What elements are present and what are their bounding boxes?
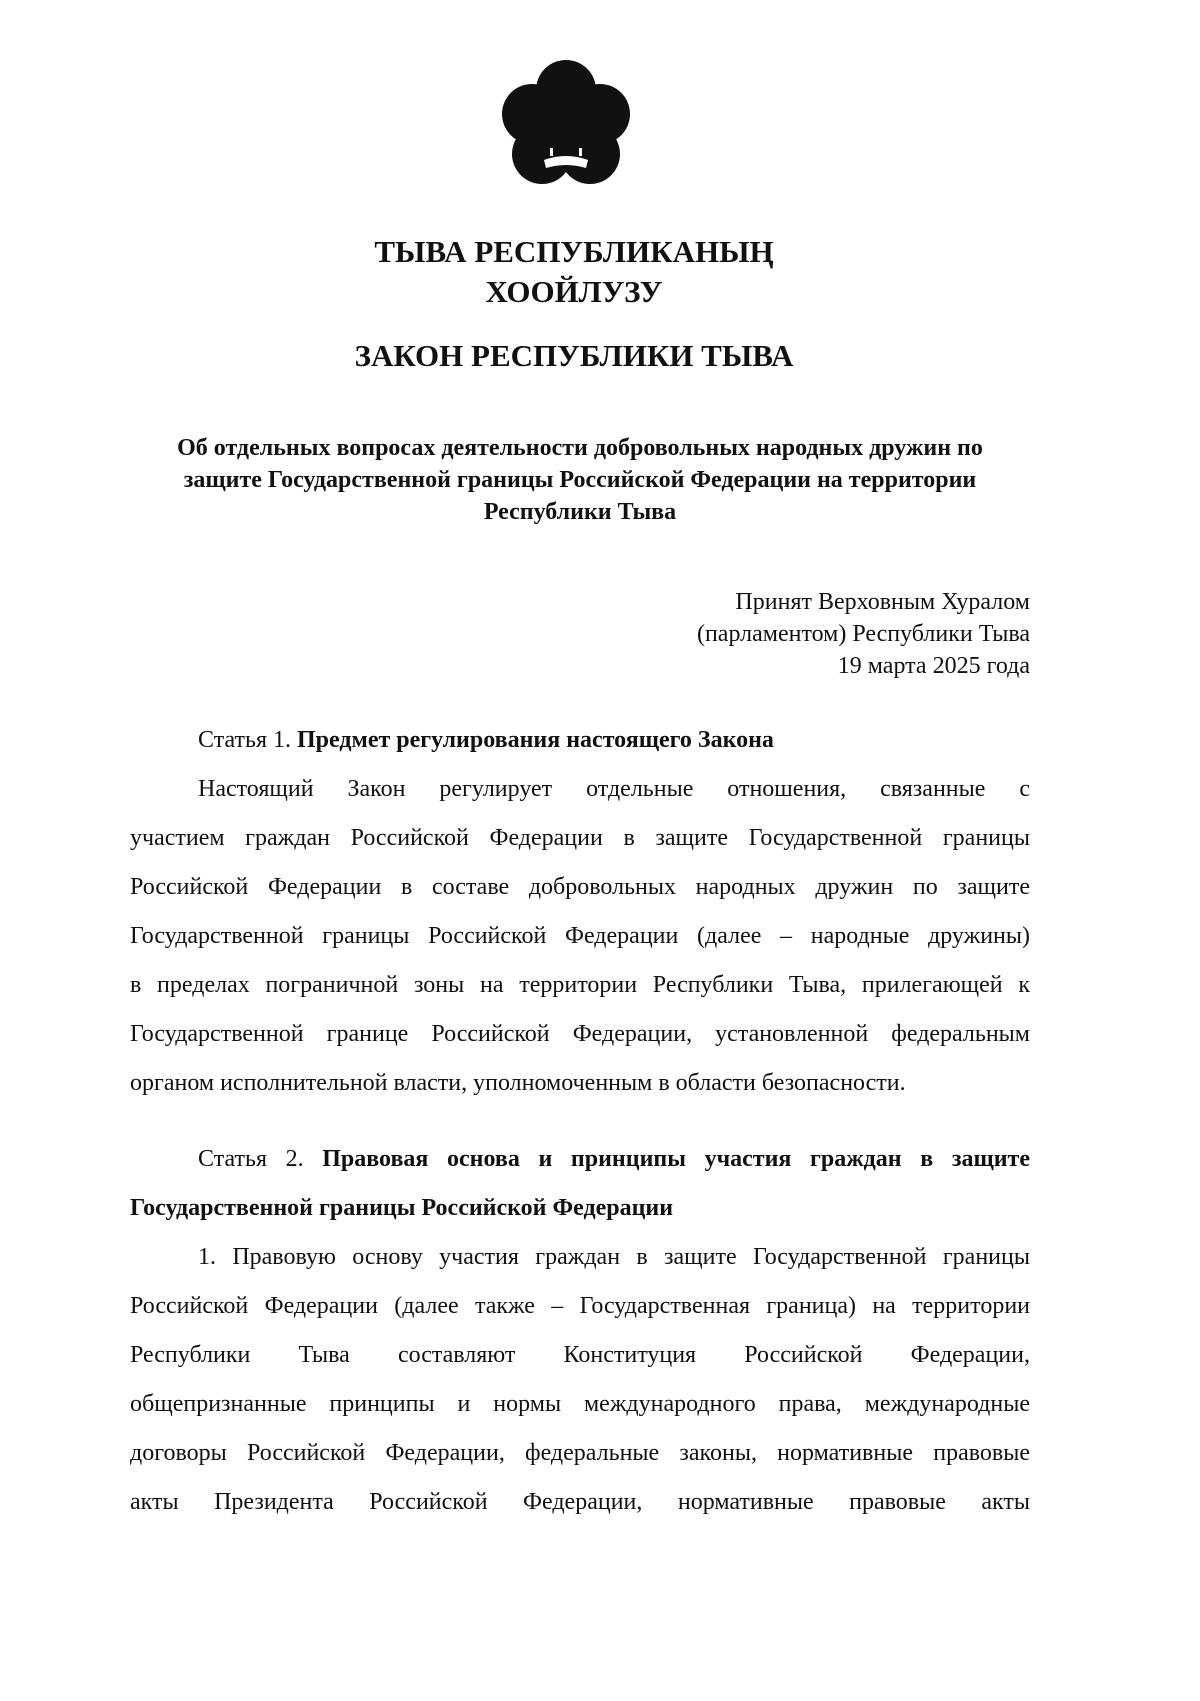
article-2-line-6: акты Президента Российской Федерации, нормативные правовые акты [130,1489,1030,1515]
article-1-line-7: органом исполнительной власти, уполномоченным в области безопасности. [130,1070,906,1096]
law-subject-title [130,432,1030,528]
article-2-heading-line-1 [130,1135,1030,1184]
article-2-line-5: договоры Российской Федерации, федеральные законы, нормативные правовые [130,1440,1030,1466]
article-1-heading [130,716,1030,765]
article-1-label: Статья 1. [198,727,291,753]
article-1-line-4: Государственной границы Российской Федерации (далее – народные дружины) [130,923,1030,949]
tuvan-title [0,232,1148,312]
article-2-title-line-2: Государственной границы Российской Федерации [130,1195,674,1221]
article-2-label: Статья 2. [198,1146,304,1172]
adoption-line-1: Принят Верховным Хуралом [735,589,1030,615]
article-1-title: Предмет регулирования настоящего Закона [296,727,774,753]
article-2-line-1: 1. Правовую основу участия граждан в защите Государственной границы [198,1244,1030,1270]
article-gap [130,1108,1030,1135]
tyva-coat-of-arms-emblem [498,58,634,194]
article-1-line-2: участием граждан Российской Федерации в защите Государственной границы [130,825,1030,851]
tuvan-title-line-2: ХООЙЛУЗУ [485,274,663,309]
article-2-line-2: Российской Федерации (далее также – Государственная граница) на территории [130,1293,1030,1319]
article-2-line-4: общепризнанные принципы и нормы международного права, международные [130,1391,1030,1417]
article-1-line-6: Государственной границе Российской Федерации, установленной федеральным [130,1021,1030,1047]
russian-title: ЗАКОН РЕСПУБЛИКИ ТЫВА [354,338,794,373]
article-1-line-5: в пределах пограничной зоны на территории Республики Тыва, прилегающей к [130,972,1030,998]
article-1 [130,716,1030,1108]
article-2 [130,1135,1030,1527]
subject-line-2: защите Государственной границы Российской Федерации на территории [183,467,977,493]
article-2-line-3: Республики Тыва составляют Конституция Российской Федерации, [130,1342,1030,1368]
adoption-line-3: 19 марта 2025 года [837,653,1030,679]
document-body [130,716,1030,1527]
adoption-line-2: (парламентом) Республики Тыва [696,621,1030,647]
tuvan-title-line-1: ТЫВА РЕСПУБЛИКАНЫҢ [374,234,774,269]
adoption-note [697,586,1030,682]
article-2-title-line-1: Правовая основа и принципы участия граждан в защите [322,1146,1031,1172]
subject-line-3: Республики Тыва [483,499,677,525]
subject-line-1: Об отдельных вопросах деятельности добровольных народных дружин по [177,435,983,461]
article-1-line-3: Российской Федерации в составе добровольных народных дружин по защите [130,874,1030,900]
article-2-heading-line-2 [130,1184,1030,1233]
article-1-line-1: Настоящий Закон регулирует отдельные отношения, связанные с [198,776,1030,802]
